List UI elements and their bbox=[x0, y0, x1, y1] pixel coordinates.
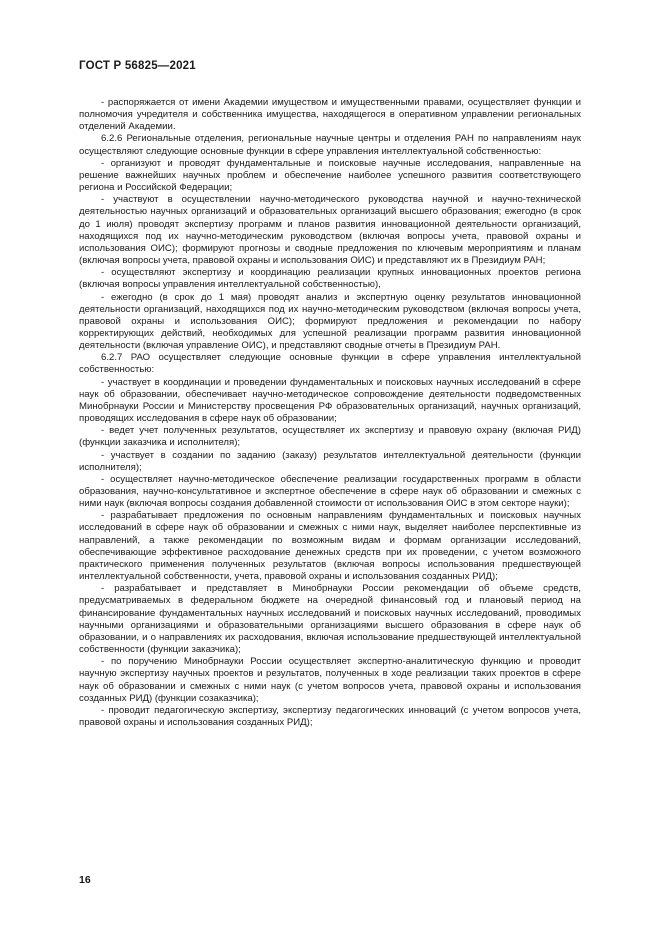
paragraph: - ежегодно (в срок до 1 мая) проводят анализ и экспертную оценку результатов инновационной деятельности организаций, находящихся под их научно-методическим руководством (включая вопросы учета, правовой охраны и использования ОИС); формируют предложения и рекомендации по набору корректирующих действий, необходимых для успешной реализации программ развития инновационной деятельности (включая управление ОИС), и представляют сводные отчеты в Президиум РАН. bbox=[79, 291, 581, 352]
paragraph: - участвуют в осуществлении научно-методического руководства научной и научно-технической деятельностью научных организаций и образовательных организаций высшего образования; ежегодно (в срок до 1 июля) проводят экспертизу программ и планов развития инновационной деятельности организаций, находящихся под их научно-методическим руководством (включая вопросы учета, правовой охраны и использования ОИС); формируют прогнозы и сводные предложения по ключевым мероприятиям и планам (включая вопросы учета, правовой охраны и использования ОИС) и представляют их в Президиум РАН; bbox=[79, 194, 581, 267]
paragraph: - распоряжается от имени Академии имуществом и имущественными правами, осуществляет функции и полномочия учредителя и собственника имущества, находящегося в оперативном управлении региональных отделений Академии. bbox=[79, 97, 581, 133]
paragraph: - осуществляют экспертизу и координацию реализации крупных инновационных проектов региона (включая вопросы управления интеллектуальной собственностью), bbox=[79, 267, 581, 291]
document-body bbox=[79, 97, 581, 729]
paragraph: - осуществляет научно-методическое обеспечение реализации государственных программ в области образования, научно-консультативное и экспертное обеспечение в сфере наук об образовании и смежных с ними наук (включая вопросы создания добавленной стоимости от использования ОИС в этом секторе науки); bbox=[79, 473, 581, 510]
paragraph: - проводит педагогическую экспертизу, экспертизу педагогических инноваций (с учетом вопросов учета, правовой охраны и использования созданных РИД); bbox=[79, 704, 581, 728]
paragraph: 6.2.7 РАО осуществляет следующие основные функции в сфере управления интеллектуальной собственностью: bbox=[79, 352, 581, 376]
paragraph: - организуют и проводят фундаментальные и поисковые научные исследования, направленные на решение важнейших научных проблем и обеспечение наиболее успешного развития соответствующего региона и Российской Федерации; bbox=[79, 157, 581, 194]
paragraph: - участвует в координации и проведении фундаментальных и поисковых научных исследований в сфере наук об образовании, обеспечивает научно-методическое сопровождение деятельности подведомственных Минобрнауки России и Министерству просвещения РФ образовательных организаций, научных организаций, проводящих исследования в сфере наук об образовании; bbox=[79, 376, 581, 425]
page-number: 16 bbox=[79, 874, 91, 886]
paragraph: - разрабатывает и представляет в Минобрнауки России рекомендации об объеме средств, предусматриваемых в федеральном бюджете на очередной финансовый год и плановый период на финансирование фундаментальных научных исследований и поисковых научных исследований, проводимых научными организациями и образовательными организациями высшего образования в сфере наук об образовании, и о направлениях их расходования, включая использование предшествующей интеллектуальной собственности (функции заказчика); bbox=[79, 583, 581, 656]
paragraph: - участвует в создании по заданию (заказу) результатов интеллектуальной деятельности (функции исполнителя); bbox=[79, 449, 581, 473]
paragraph: - разрабатывает предложения по основным направлениям фундаментальных и поисковых научных исследований в сфере наук об образовании и смежных с ними наук, выделяет наиболее перспективные из направлений, а также рекомендации по возможным видам и формам организации исследований, обеспечивающие эффективное расходование денежных средств при их проведении, с учетом возможного практического применения полученных результатов (включая вопросы использования предшествующей интеллектуальной собственности, учета, правовой охраны и использования созданных РИД); bbox=[79, 510, 581, 583]
paragraph: 6.2.6 Региональные отделения, региональные научные центры и отделения РАН по направлениям наук осуществляют следующие основные функции в сфере управления интеллектуальной собственностью: bbox=[79, 133, 581, 157]
paragraph: - по поручению Минобрнауки России осуществляет экспертно-аналитическую функцию и проводит научную экспертизу научных проектов и результатов, полученных в ходе реализации таких проектов в сфере наук об образовании и смежных с ними наук (с учетом вопросов учета, правовой охраны и использования созданных РИД) (функции созаказчика); bbox=[79, 656, 581, 704]
document-header: ГОСТ Р 56825—2021 bbox=[79, 60, 196, 72]
paragraph: - ведет учет полученных результатов, осуществляет их экспертизу и правовую охрану (включая РИД) (функции заказчика и исполнителя); bbox=[79, 425, 581, 449]
